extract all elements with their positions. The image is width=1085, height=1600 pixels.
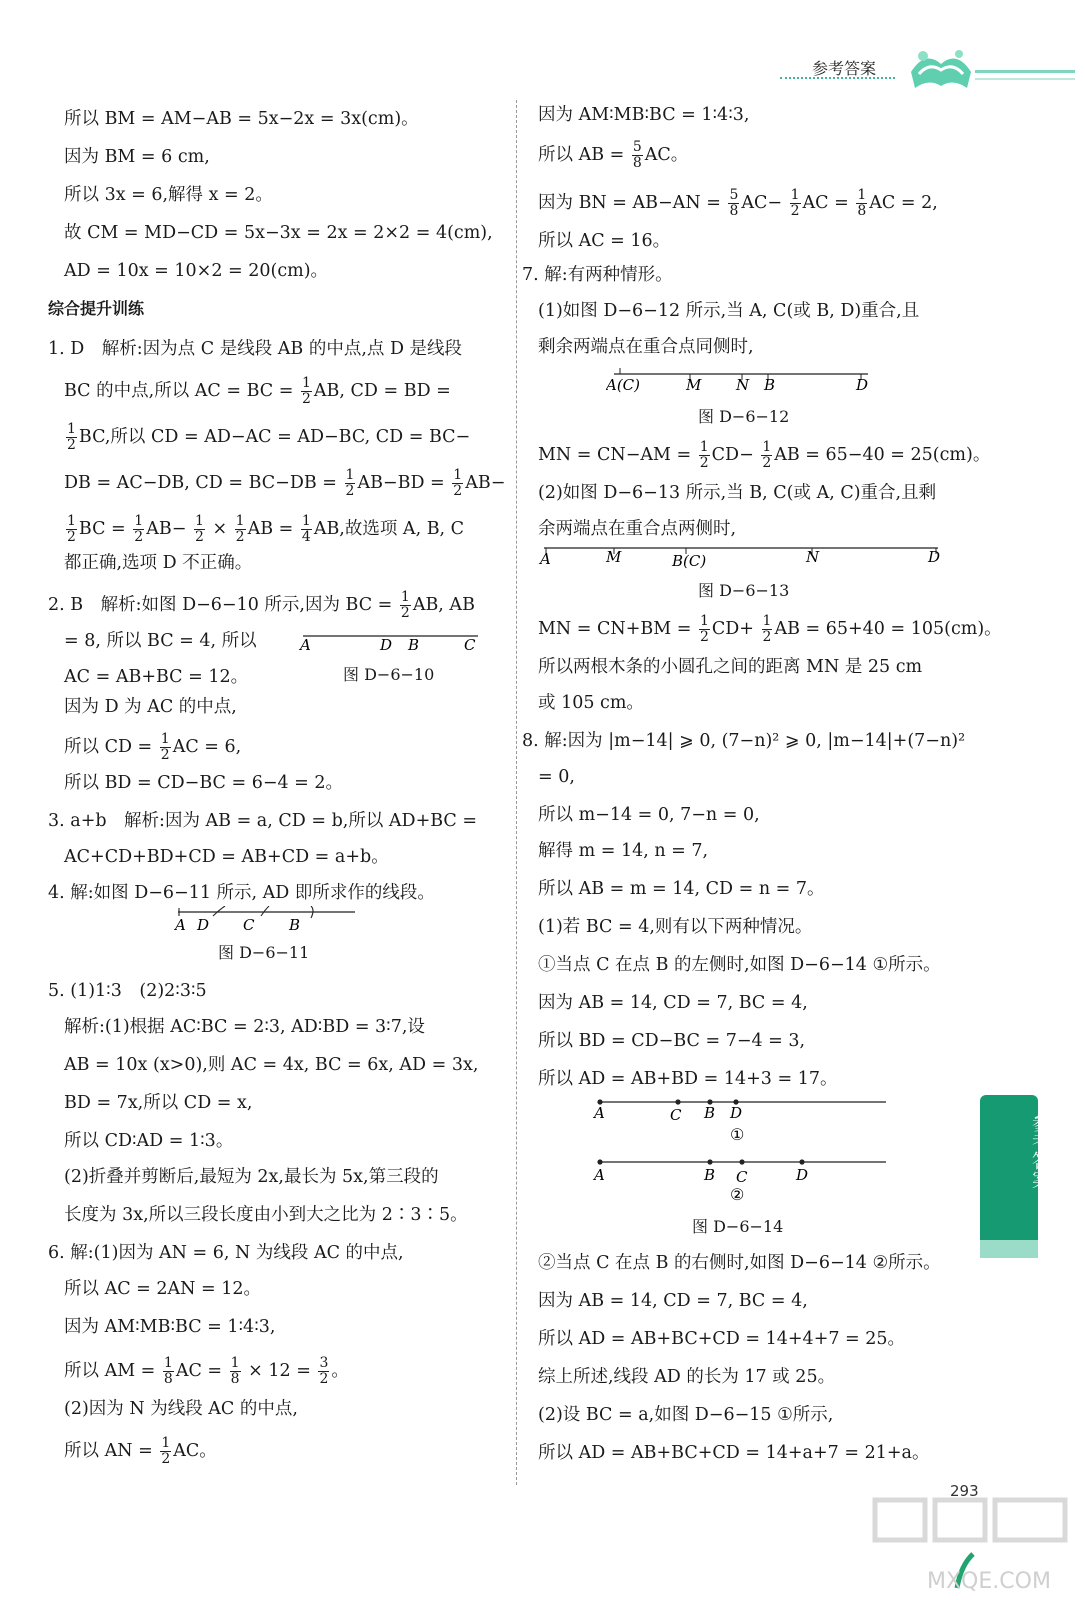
text-line: 7. 解:有两种情形。 (522, 265, 673, 285)
figure-d-6-13 (538, 542, 948, 576)
text-line: 长度为 3x,所以三段长度由小到大之比为 2∶3∶5。 (64, 1205, 468, 1225)
text-line: 8. 解:因为 |m−14| ⩾ 0, (7−n)² ⩾ 0, |m−14|+(7−n)² (522, 731, 966, 751)
text-line: 故 CM = MD−CD = 5x−3x = 2x = 2×2 = 4(cm), (64, 223, 493, 243)
text-line: 因为 AM∶MB∶BC = 1∶4∶3, (64, 1317, 276, 1337)
point-label: B (704, 1166, 716, 1184)
text-line: 所以 3x = 6,解得 x = 2。 (64, 185, 273, 205)
fraction: $\frac{1}{2}$ (301, 375, 311, 407)
fraction: $\frac{1}{8}$ (857, 187, 867, 219)
text-line: 所以 BD = CD−BC = 7−4 = 3, (538, 1031, 806, 1051)
text-line: 所以 AD = AB+BC+CD = 14+a+7 = 21+a。 (538, 1443, 930, 1463)
text-line: 所以 CD = $\frac{1}{2}$ AC = 6, (64, 731, 242, 763)
side-tab-label: 参考答案 (1029, 1113, 1051, 1189)
point-label: N (806, 548, 820, 566)
figure-caption: 图 D−6−14 (692, 1217, 784, 1236)
point-label: C (670, 1106, 682, 1124)
text-line: 剩余两端点在重合点同侧时, (538, 337, 754, 357)
figure-caption: 图 D−6−10 (343, 665, 435, 684)
text-line: BC 的中点,所以 AC = BC = $\frac{1}{2}$ AB, CD = BD = (64, 375, 451, 407)
point-label: A (175, 916, 186, 934)
fraction: $\frac{1}{2}$ (194, 513, 204, 545)
figure-caption: 图 D−6−12 (698, 407, 790, 426)
column-divider (516, 100, 517, 1485)
text-line: = 0, (538, 767, 575, 787)
text-line: AD = 10x = 10×2 = 20(cm)。 (64, 261, 329, 281)
text-line: 因为 BN = AB−AN = $\frac{5}{8}$ AC− $\frac{1}{2}$ AC = $\frac{1}{8}$ AC = 2, (538, 187, 938, 219)
fraction: $\frac{1}{4}$ (301, 513, 311, 545)
point-label: C (464, 636, 476, 654)
point-label: N (736, 376, 750, 394)
point-label: B (704, 1104, 716, 1122)
fraction: $\frac{1}{8}$ (163, 1355, 173, 1387)
point-label: B (289, 916, 301, 934)
text-line: (2)设 BC = a,如图 D−6−15 ①所示, (538, 1405, 834, 1425)
figure-d-6-12 (606, 366, 886, 400)
text-line: AC = AB+BC = 12。 (64, 667, 249, 687)
text-line: 所以 m−14 = 0, 7−n = 0, (538, 805, 760, 825)
text-line: MN = CN+BM = $\frac{1}{2}$ CD+ $\frac{1}{2}$ AB = 65+40 = 105(cm)。 (538, 613, 1002, 645)
text-line: 所以 BD = CD−BC = 6−4 = 2。 (64, 773, 344, 793)
fraction: $\frac{5}{8}$ (729, 187, 739, 219)
text-line: 所以 AC = 2AN = 12。 (64, 1279, 262, 1299)
text-line: 解析:(1)根据 AC∶BC = 2∶3, AD∶BD = 3∶7,设 (64, 1017, 425, 1037)
point-label: D (928, 548, 941, 566)
figure-index-label: ① (730, 1125, 745, 1144)
text-line: (2)因为 N 为线段 AC 的中点, (64, 1399, 298, 1419)
text-line: AB = 10x (x>0),则 AC = 4x, BC = 6x, AD = 3x, (64, 1055, 479, 1075)
text-line: 因为 AB = 14, CD = 7, BC = 4, (538, 993, 808, 1013)
fraction: $\frac{1}{2}$ (134, 513, 144, 545)
text-line: 综上所述,线段 AD 的长为 17 或 25。 (538, 1367, 836, 1387)
fraction: $\frac{1}{2}$ (67, 421, 76, 453)
fraction: $\frac{1}{2}$ (762, 439, 772, 471)
figure-index-label: ② (730, 1185, 745, 1204)
fraction: $\frac{1}{8}$ (230, 1355, 240, 1387)
text-line: 所以 AC = 16。 (538, 231, 671, 251)
figure-caption: 图 D−6−13 (698, 581, 790, 600)
figure-d-6-11 (173, 906, 363, 936)
text-line: 解得 m = 14, n = 7, (538, 841, 709, 861)
text-line: 因为 AB = 14, CD = 7, BC = 4, (538, 1291, 808, 1311)
text-line: MN = CN−AM = $\frac{1}{2}$ CD− $\frac{1}{2}$ AB = 65−40 = 25(cm)。 (538, 439, 991, 471)
side-tab-answers (980, 1095, 1051, 1255)
point-label: C (243, 916, 255, 934)
text-line: 5. (1)1∶3 (2)2∶3∶5 (48, 981, 207, 1001)
text-line: 所以 BM = AM−AB = 5x−2x = 3x(cm)。 (64, 109, 419, 129)
fraction: $\frac{5}{8}$ (632, 139, 642, 171)
text-line: DB = AC−DB, CD = BC−DB = $\frac{1}{2}$ AB−BD = $\frac{1}{2}$ AB− (64, 467, 506, 499)
point-label: A (300, 636, 311, 654)
page-header (0, 0, 1085, 95)
fraction: $\frac{1}{2}$ (345, 467, 355, 499)
book-logo-icon (905, 42, 977, 94)
text-line: 所以 AB = $\frac{5}{8}$ AC。 (538, 139, 689, 171)
figure-d-6-14 (592, 1094, 892, 1206)
text-line: 2. B 解析:如图 D−6−10 所示,因为 BC = $\frac{1}{2}$ AB, AB (48, 589, 475, 621)
point-label: D (796, 1166, 809, 1184)
fraction: $\frac{1}{2}$ (161, 1435, 171, 1467)
fraction: $\frac{1}{2}$ (67, 513, 76, 545)
side-tab-footer (980, 1240, 1038, 1258)
text-line: 所以 AD = AB+BC+CD = 14+4+7 = 25。 (538, 1329, 906, 1349)
fraction: $\frac{1}{2}$ (699, 439, 709, 471)
text-line: 都正确,选项 D 不正确。 (64, 553, 253, 573)
text-line: (1)若 BC = 4,则有以下两种情况。 (538, 917, 813, 937)
point-label: C (736, 1168, 748, 1186)
text-line: 6. 解:(1)因为 AN = 6, N 为线段 AC 的中点, (48, 1243, 404, 1263)
point-label: B(C) (672, 552, 707, 570)
point-label: A (594, 1166, 605, 1184)
text-line: 或 105 cm。 (538, 693, 644, 713)
section-heading: 综合提升训练 (48, 299, 145, 318)
text-line: 所以 CD∶AD = 1∶3。 (64, 1131, 234, 1151)
text-line: BD = 7x,所以 CD = x, (64, 1093, 253, 1113)
point-label: B (408, 636, 420, 654)
fraction: $\frac{3}{2}$ (319, 1355, 329, 1387)
header-stripe (975, 70, 1075, 73)
point-label: M (606, 548, 622, 566)
text-line: $\frac{1}{2}$ BC = $\frac{1}{2}$ AB− $\frac{1}{2}$ × $\frac{1}{2}$ AB = $\frac{1}{4}$ AB,故选项 A, B, C (67, 513, 465, 545)
text-line: 所以两根木条的小圆孔之间的距离 MN 是 25 cm (538, 657, 923, 677)
text-line: 4. 解:如图 D−6−11 所示, AD 即所求作的线段。 (48, 883, 435, 903)
point-label: A (540, 550, 551, 568)
text-line: 因为 D 为 AC 的中点, (64, 697, 237, 717)
text-line: (2)如图 D−6−13 所示,当 B, C(或 A, C)重合,且剩 (538, 483, 937, 503)
text-line: ②当点 C 在点 B 的右侧时,如图 D−6−14 ②所示。 (538, 1253, 941, 1273)
text-line: $\frac{1}{2}$ BC,所以 CD = AD−AC = AD−BC, CD = BC− (67, 421, 471, 453)
watermark-text: MXQE.COM (927, 1569, 1051, 1594)
point-label: D (856, 376, 869, 394)
figure-caption: 图 D−6−11 (218, 943, 310, 962)
point-label: D (197, 916, 210, 934)
text-line: = 8, 所以 BC = 4, 所以 (64, 631, 257, 651)
fraction: $\frac{1}{2}$ (400, 589, 410, 621)
header-title: 参考答案 (812, 59, 877, 78)
fraction: $\frac{1}{2}$ (160, 731, 170, 763)
header-stripe-light (975, 78, 1075, 80)
page-number: 293 (950, 1482, 979, 1500)
text-line: 所以 AM = $\frac{1}{8}$ AC = $\frac{1}{8}$ × 12 = $\frac{3}{2}$ 。 (64, 1355, 349, 1387)
fraction: $\frac{1}{2}$ (699, 613, 709, 645)
point-label: D (380, 636, 393, 654)
text-line: (2)折叠并剪断后,最短为 2x,最长为 5x,第三段的 (64, 1167, 439, 1187)
text-line: 所以 AB = m = 14, CD = n = 7。 (538, 879, 825, 899)
text-line: 余两端点在重合点两侧时, (538, 519, 737, 539)
fraction: $\frac{1}{2}$ (762, 613, 772, 645)
text-line: 因为 AM∶MB∶BC = 1∶4∶3, (538, 105, 750, 125)
point-label: A(C) (606, 376, 641, 394)
figure-d-6-10 (298, 626, 488, 656)
text-line: AC+CD+BD+CD = AB+CD = a+b。 (64, 847, 389, 867)
text-line: 1. D 解析:因为点 C 是线段 AB 的中点,点 D 是线段 (48, 339, 463, 359)
text-line: 所以 AN = $\frac{1}{2}$ AC。 (64, 1435, 217, 1467)
point-label: B (764, 376, 776, 394)
text-line: (1)如图 D−6−12 所示,当 A, C(或 B, D)重合,且 (538, 301, 920, 321)
text-line: 所以 AD = AB+BD = 14+3 = 17。 (538, 1069, 838, 1089)
fraction: $\frac{1}{2}$ (453, 467, 463, 499)
text-line: 3. a+b 解析:因为 AB = a, CD = b,所以 AD+BC = (48, 811, 478, 831)
fraction: $\frac{1}{2}$ (235, 513, 245, 545)
fraction: $\frac{1}{2}$ (790, 187, 800, 219)
text-line: 因为 BM = 6 cm, (64, 147, 210, 167)
point-label: M (686, 376, 702, 394)
point-label: D (730, 1104, 743, 1122)
point-label: A (594, 1104, 605, 1122)
text-line: ①当点 C 在点 B 的左侧时,如图 D−6−14 ①所示。 (538, 955, 941, 975)
